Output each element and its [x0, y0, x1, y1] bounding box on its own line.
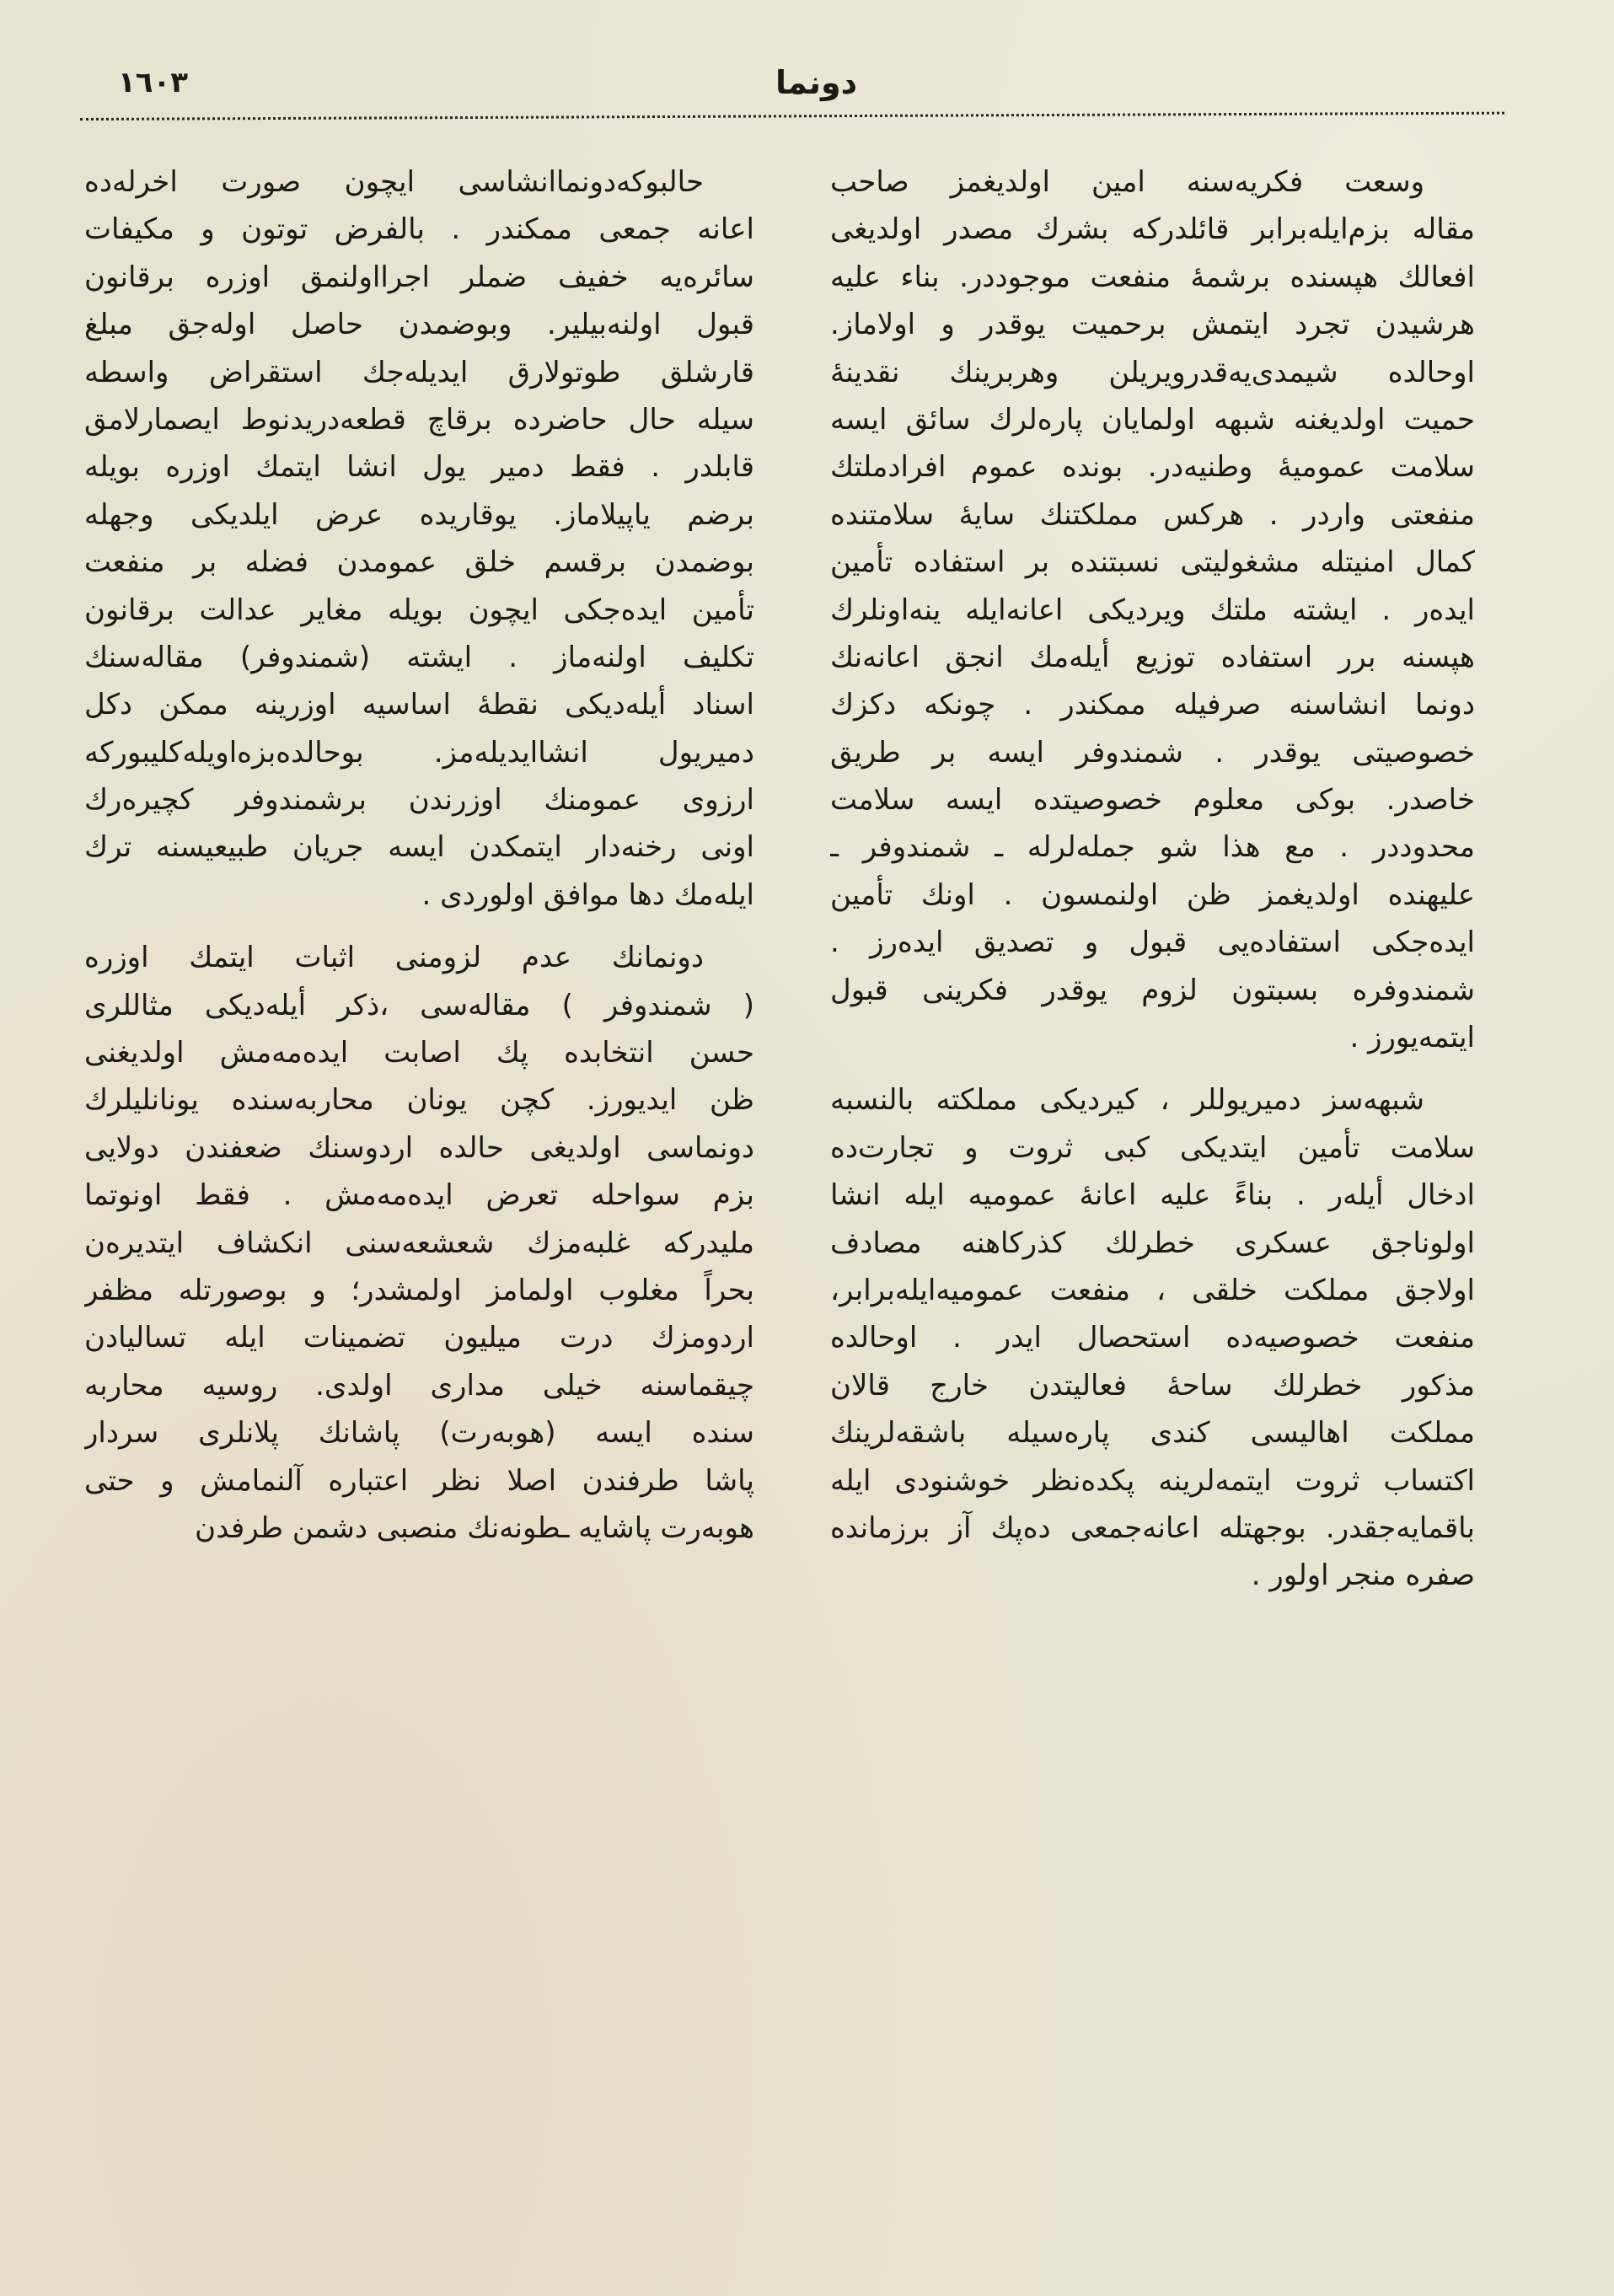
text-line: اردومزك درت ميليون تضمينات ايله تساليادن — [84, 1321, 754, 1355]
text-line: منفعت خصوصيه‌ده استحصال ايدر . اوحالده — [830, 1321, 1475, 1355]
text-line: سلامت تأمين ايتديكى كبى ثروت و تجارت‌ده — [830, 1130, 1475, 1165]
text-line: سنده ايسه (هوبه‌رت) پاشانك پلانلرى سردار — [84, 1416, 754, 1451]
text-line: قابلدر . فقط دمير يول انشا ايتمك اوزره بويله — [84, 450, 754, 485]
text-line: تكليف اولنه‌ماز . ايشته (شمندوفر) مقاله‌سنك — [84, 640, 754, 674]
text-line: وسعت فكريه‌سنه امين اولديغمز صاحب — [830, 165, 1424, 199]
text-line: ايده‌جكى استفاده‌يى قبول و تصديق ايده‌رز . — [830, 925, 1475, 960]
right-column — [830, 158, 1475, 1600]
text-line: حسن انتخابده پك اصابت ايده‌مه‌مش اولديغنى — [84, 1036, 754, 1070]
text-line: اونى رخنه‌دار ايتمكدن ايسه جريان طبيعيسنه ترك — [84, 830, 754, 865]
text-line: سلامت عموميهٔ وطنيه‌در. بونده عموم افرادملتك — [830, 450, 1475, 485]
text-line: مملكت اهاليسى كندى پاره‌سيله باشقه‌لرينك — [830, 1416, 1475, 1451]
text-line: شمندوفره بسبتون لزوم يوقدر فكرينى قبول — [830, 973, 1475, 1007]
text-line: دميريول انشاايديله‌مز. بوحالده‌بزه‌اويله‌كليبوركه — [84, 735, 754, 770]
text-line: خصوصيتى يوقدر . شمندوفر ايسه بر طريق — [830, 735, 1475, 770]
text-line: قارشلق طوتولارق ايديله‌جك استقراض واسطه‌ — [84, 355, 754, 389]
text-line: تأمين ايده‌جكى ايچون بويله مغاير عدالت برقانون — [84, 593, 754, 627]
text-line: ادخال أيله‌ر . بناءً عليه اعانهٔ عموميه ايله انشا — [830, 1178, 1475, 1213]
text-line: عليهنده اولديغمز ظن اولنمسون . اونك تأمين — [830, 877, 1475, 912]
paragraph-gap — [830, 1061, 1475, 1076]
text-line: باقمايه‌جقدر. بوجهتله اعانه‌جمعى ده‌پك آز برزمانده — [830, 1510, 1475, 1545]
text-line: ايده‌ر . ايشته ملتك ويرديكى اعانه‌ايله ينه‌اونلرك — [830, 593, 1475, 627]
text-line: ايله‌مك دها موافق اولوردى . — [421, 877, 754, 912]
text-line: بزم سواحله تعرض ايده‌مه‌مش . فقط اونوتما‌ — [84, 1178, 754, 1213]
text-line: حالبوكه‌دونماانشاسى ايچون صورت اخرله‌ده — [84, 165, 704, 199]
text-line: اولاجق مملكت خلقى ، منفعت عموميه‌ايله‌برابر، — [830, 1273, 1475, 1307]
text-line: صفره منجر اولور . — [1251, 1558, 1475, 1593]
text-line: محدوددر . مع هذا شو جمله‌لرله ـ شمندوفر ـ — [830, 830, 1475, 865]
left-column — [84, 158, 754, 1552]
text-line: دونماسى اولديغى حالده اردوسنك ضعفندن دولايى — [84, 1130, 754, 1165]
text-line: دونما انشاسنه صرفيله ممكندر . چونكه دكزك — [830, 688, 1475, 722]
text-line: هوبه‌رت پاشايه ـطونه‌نك منصبى دشمن طرفدن — [195, 1510, 754, 1545]
text-line: مقاله بزم‌ايله‌برابر قائلدركه بشرك مصدر اولديغى — [830, 212, 1475, 247]
text-line: منفعتى واردر . هركس مملكتنك سايهٔ سلامتنده — [830, 497, 1475, 532]
text-line: افعالك هپسنده برشمهٔ منفعت موجوددر. بناء عليه — [830, 260, 1475, 294]
text-line: برضم ياپيلاماز. يوقاريده عرض ايلديكى وجهله — [84, 497, 754, 532]
text-line: بحراً مغلوب اولمامز اولمشدر؛ و بوصورتله مظفر — [84, 1273, 754, 1307]
text-line: مليدركه غلبه‌مزك شعشعه‌سنى انكشاف ايتديره‌ن — [84, 1226, 754, 1260]
running-title: دونما — [775, 64, 858, 101]
text-line: ارزوى عمومنك اوزرندن برشمندوفر كچيره‌رك — [84, 783, 754, 818]
text-line: اسناد أيله‌ديكى نقطهٔ اساسيه اوزرينه ممكن دكل — [84, 688, 754, 722]
text-line: پاشا طرفندن اصلا نظر اعتباره آلنمامش و حتى — [84, 1463, 754, 1498]
text-line: دونمانك عدم لزومنى اثبات ايتمك اوزره — [84, 941, 704, 975]
text-line: چيقماسنه خيلى مدارى اولدى. روسيه محاربه‌ — [84, 1368, 754, 1403]
paragraph-gap — [84, 919, 754, 934]
text-line: سائره‌يه خفيف ضملر اجرااولنمق اوزره برقانون — [84, 260, 754, 294]
text-line: هرشيدن تجرد ايتمش برحميت يوقدر و اولاماز. — [830, 308, 1475, 342]
text-line: كمال امنيتله مشغوليتى نسبتنده بر استفاده تأمين — [830, 545, 1475, 580]
running-head — [84, 66, 1483, 116]
text-line: هپسنه برر استفاده توزيع أيله‌مك انجق اعانه‌نك — [830, 640, 1475, 674]
text-line: اعانه جمعى ممكندر . بالفرض توتون و مكيفات — [84, 212, 754, 247]
text-line: ايتمه‌يورز . — [1349, 1021, 1475, 1055]
text-line: حميت اولديغنه شبهه اولمايان پاره‌لرك سائق ايسه — [830, 402, 1475, 437]
text-line: اكتساب ثروت ايتمه‌لرينه پكده‌نظر خوشنودى ايله — [830, 1463, 1475, 1498]
text-line: ظن ايديورز. كچن يونان محاربه‌سنده يونانليلرك — [84, 1083, 754, 1118]
text-line: ( شمندوفر ) مقاله‌سى ،ذكر أيله‌ديكى مثاللرى — [84, 988, 754, 1022]
text-line: شبهه‌سز دميريوللر ، كيرديكى مملكته بالنسبه — [830, 1083, 1424, 1118]
text-line: سيله حال حاضرده برقاچ قطعه‌دريدنوط ايصمارلامق — [84, 402, 754, 437]
text-line: خاصدر. بوكى معلوم خصوصيتده ايسه سلامت — [830, 783, 1475, 818]
page-number: ١٦٠٣ — [118, 66, 189, 99]
text-line: بوضمدن برقسم خلق عمومدن فضله بر منفعت — [84, 545, 754, 580]
text-line: اولوناجق عسكرى خطرلك كذركاهنه مصادف — [830, 1226, 1475, 1260]
text-line: اوحالده شيمدى‌يه‌قدرويريلن وهربرينك نقدينهٔ — [830, 355, 1475, 389]
text-line: مذكور خطرلك ساحهٔ فعاليتدن خارج قالان — [830, 1368, 1475, 1403]
text-line: قبول اولنه‌بيلير. وبوضمدن حاصل اوله‌جق مبلغ — [84, 308, 754, 342]
